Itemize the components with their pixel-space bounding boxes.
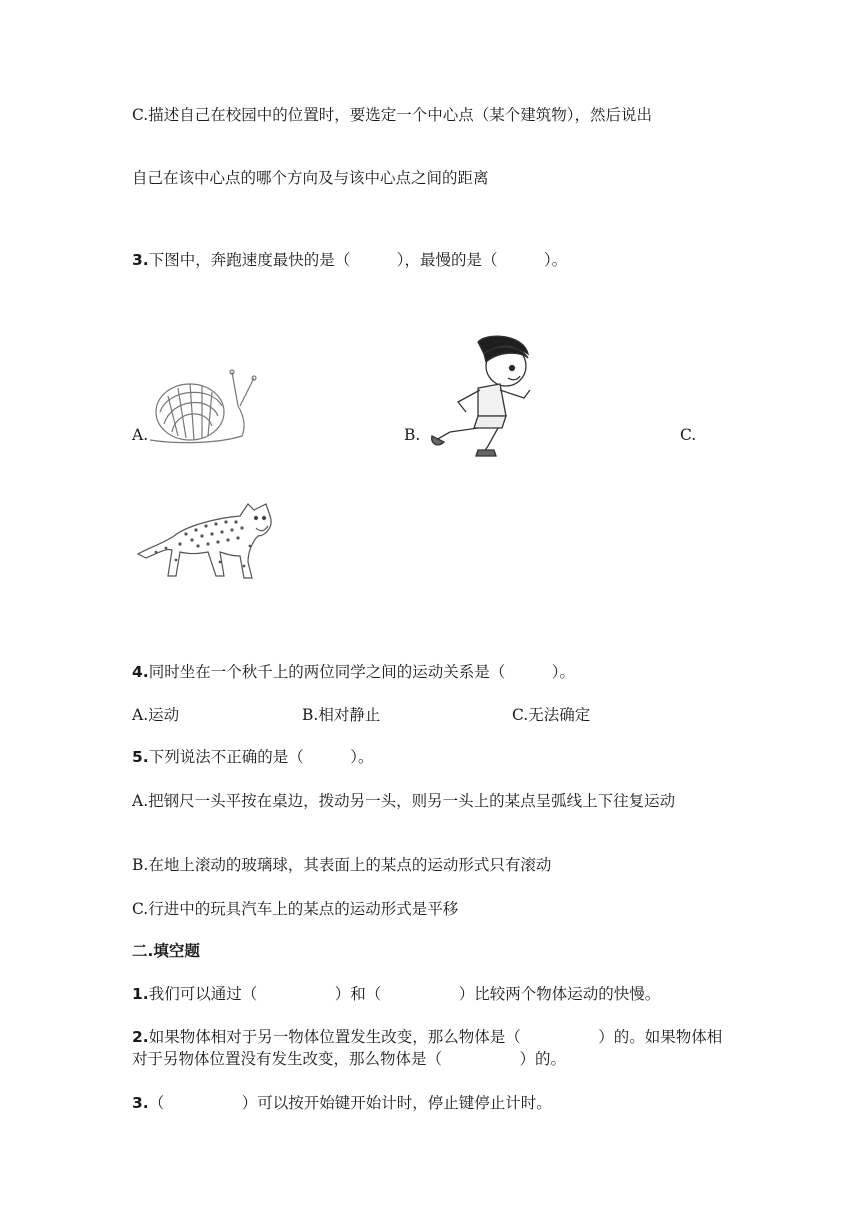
fill-q1: [132, 983, 660, 1005]
running-boy-icon: [428, 332, 538, 462]
q5-number: 5.: [132, 748, 149, 766]
q5-option-c: C.行进中的玩具汽车上的某点的运动形式是平移: [132, 900, 459, 918]
q4-stem: [132, 661, 575, 683]
cheetah-icon: [136, 496, 278, 586]
fill-q3-number: 3.: [132, 1094, 149, 1112]
snail-icon: [146, 366, 258, 448]
q4-number: 4.: [132, 663, 149, 681]
q2-option-c-line2: 自己在该中心点的哪个方向及与该中心点之间的距离: [132, 169, 489, 187]
q5-text: 下列说法不正确的是（ ）。: [148, 748, 374, 766]
q3-option-b-label: B.: [404, 426, 421, 444]
q5-stem: [132, 746, 373, 768]
q3-text: 下图中，奔跑速度最快的是（ ），最慢的是（ ）。: [148, 251, 568, 269]
q2-option-c-line1: C.描述自己在校园中的位置时，要选定一个中心点（某个建筑物），然后说出: [132, 106, 652, 124]
section-fill-in-title: 二.填空题: [132, 942, 200, 960]
q5-option-b: B.在地上滚动的玻璃球，其表面上的某点的运动形式只有滚动: [132, 856, 552, 874]
fill-q3: [132, 1092, 552, 1114]
q4-option-a: A.运动: [132, 706, 180, 724]
q4-text: 同时坐在一个秋千上的两位同学之间的运动关系是（ ）。: [148, 663, 575, 681]
q4-option-c: C.无法确定: [512, 706, 591, 724]
fill-q2-number: 2.: [132, 1028, 149, 1046]
q3-stem: [132, 249, 567, 271]
q3-number: 3.: [132, 251, 149, 269]
fill-q2: [132, 1026, 732, 1070]
fill-q1-text: 我们可以通过（ ）和（ ）比较两个物体运动的快慢。: [148, 985, 661, 1003]
fill-q3-text: （ ）可以按开始键开始计时，停止键停止计时。: [148, 1094, 552, 1112]
q4-option-b: B.相对静止: [302, 706, 381, 724]
fill-q2-text: 如果物体相对于另一物体位置发生改变，那么物体是（ ）的。如果物体相对于另物体位置没有发生改变，那么物体是（ ）的。: [132, 1028, 723, 1068]
q5-option-a: A.把钢尺一头平按在桌边，拨动另一头，则另一头上的某点呈弧线上下往复运动: [132, 792, 676, 810]
q3-option-c-label: C.: [680, 426, 697, 444]
q3-option-a-label: A.: [132, 426, 149, 444]
fill-q1-number: 1.: [132, 985, 149, 1003]
